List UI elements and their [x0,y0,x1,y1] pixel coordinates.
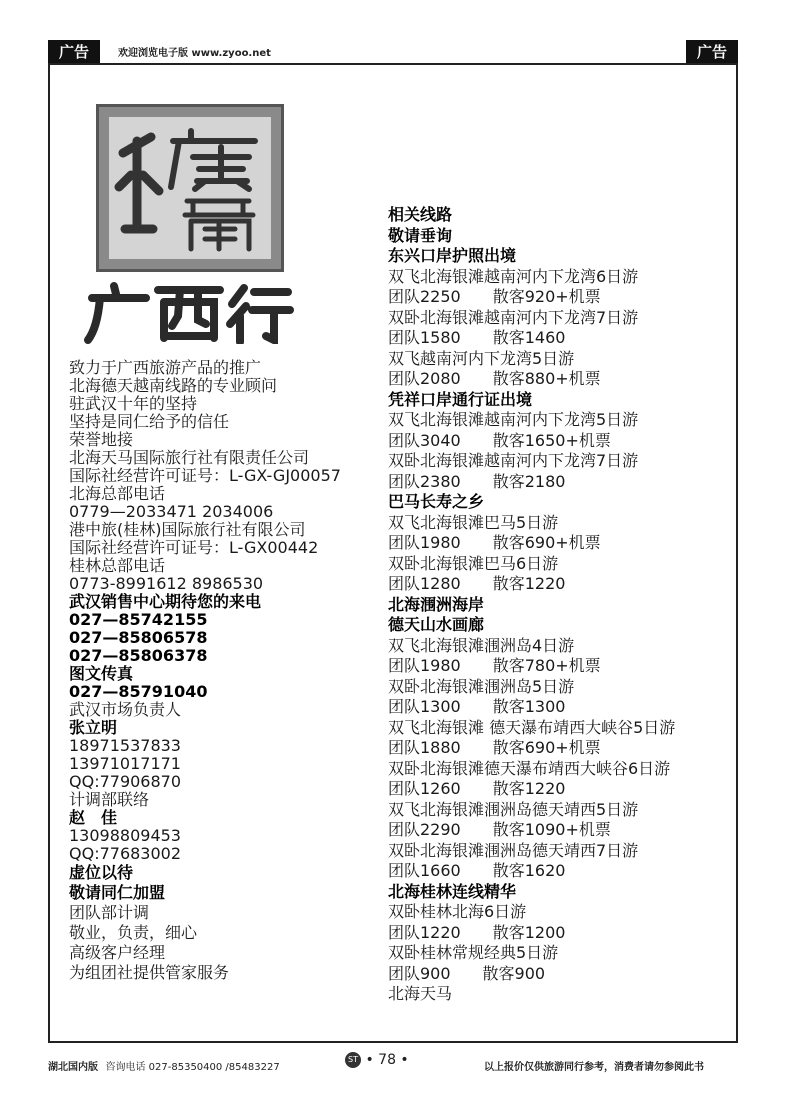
route-line: 双卧北海银滩越南河内下龙湾7日游 [388,307,639,327]
contact-line: 027—85806378 [69,646,208,665]
route-line: 北海天马 [388,984,453,1003]
route-line: 双飞北海银滩涠洲岛4日游 [388,635,575,655]
contact-line: QQ:77683002 [69,844,182,863]
contact-line: 13971017171 [69,754,181,773]
route-line: 团队1220 散客1200 [388,922,566,942]
contact-line: 高级客户经理 [69,943,166,962]
route-line: 双卧北海银滩巴马6日游 [388,553,559,573]
contact-line: 北海德天越南线路的专业顾问 [69,376,278,395]
ad-label-left: 广告 [48,40,100,64]
page-number-area [345,1052,409,1068]
seal-logo-inner [109,117,271,259]
seal-logo [96,104,284,272]
page-number: • 78 • [365,1052,409,1068]
route-line: 巴马长寿之乡 [388,492,485,511]
ad-label-right: 广告 [686,40,738,64]
route-line: 团队1580 散客1460 [388,328,566,347]
contact-line: 敬业，负责，细心 [69,923,198,942]
route-line: 双飞北海银滩 德天瀑布靖西大峡谷5日游 [388,717,676,737]
contact-line: 武汉销售中心期待您的来电 [69,592,262,611]
route-line: 双卧北海银滩涠洲岛5日游 [388,676,575,696]
contact-line: 武汉市场负责人 [69,700,182,719]
footer-left [48,1058,280,1073]
route-line: 团队1280 散客1220 [388,574,566,593]
route-line: 双卧桂林北海6日游 [388,902,527,921]
route-line: 团队1300 散客1300 [388,697,566,716]
route-line: 东兴口岸护照出境 [388,246,517,265]
contact-line: 图文传真 [69,664,134,683]
contact-line: 北海天马国际旅行社有限责任公司 [69,448,310,467]
route-line: 双卧北海银滩越南河内下龙湾7日游 [388,451,639,470]
header-site-text: 欢迎浏览电子版 www.zyoo.net [118,48,271,59]
contact-line: 027—85806578 [69,628,208,647]
contact-line: 0773-8991612 8986530 [69,574,264,593]
route-line: 双卧桂林常规经典5日游 [388,943,559,962]
contact-line: 坚持是同仁给予的信任 [69,412,230,431]
route-line: 双飞北海银滩越南河内下龙湾6日游 [388,266,639,286]
contact-line: 计调部联络 [69,790,150,809]
contact-line: 027—85742155 [69,610,208,629]
route-line: 团队1660 散客1620 [388,861,566,880]
contact-line: 敬请同仁加盟 [69,883,166,902]
route-line: 相关线路 [388,205,453,224]
contact-line: 18971537833 [69,736,181,755]
footer-edition-label: 湖北国内版 [48,1062,98,1073]
route-line: 双卧北海银滩涠洲岛德天靖西7日游 [388,840,639,860]
route-line: 团队1880 散客690+机票 [388,738,601,757]
route-line: 团队2080 散客880+机票 [388,369,601,388]
contact-column [69,359,341,983]
contact-line: 驻武汉十年的坚持 [69,394,198,413]
contact-line: 13098809453 [69,826,181,845]
route-line: 双飞北海银滩越南河内下龙湾5日游 [388,410,639,429]
route-line: 德天山水画廊 [388,615,485,634]
contact-line: 027—85791040 [69,682,208,701]
brand-lettering-logo [84,280,294,344]
contact-line: 为组团社提供管家服务 [69,963,230,982]
contact-line: 团队部计调 [69,903,150,922]
contact-line: QQ:77906870 [69,772,182,791]
route-line: 敬请垂询 [388,225,453,245]
contact-line: 荣誉地接 [69,430,134,449]
route-line: 团队1260 散客1220 [388,779,566,798]
contact-line: 0779—2033471 2034006 [69,502,274,521]
route-line: 双飞越南河内下龙湾5日游 [388,348,575,368]
contact-line: 国际社经营许可证号：L-GX00442 [69,538,319,557]
contact-line: 赵 佳 [69,808,118,827]
contact-line: 北海总部电话 [69,484,166,503]
footer-disclaimer: 以上报价仅供旅游同行参考，消费者请勿参阅此书 [484,1062,704,1073]
route-line: 团队2380 散客2180 [388,471,566,491]
route-line: 北海桂林连线精华 [388,881,517,901]
contact-line: 桂林总部电话 [69,556,166,575]
seal-glyphs-icon [109,117,271,259]
route-line: 团队900 散客900 [388,963,546,983]
routes-column [388,205,675,1005]
contact-line: 国际社经营许可证号：L-GX-GJ00057 [69,466,341,485]
contact-line: 致力于广西旅游产品的推广 [69,358,262,377]
route-line: 团队2290 散客1090+机票 [388,820,611,839]
route-line: 北海涠洲海岸 [388,594,485,614]
route-line: 团队1980 散客780+机票 [388,656,601,675]
route-line: 双飞北海银滩巴马5日游 [388,512,559,532]
route-line: 双卧北海银滩德天瀑布靖西大峡谷6日游 [388,758,671,778]
route-line: 团队2250 散客920+机票 [388,287,601,306]
route-line: 凭祥口岸通行证出境 [388,389,533,409]
contact-line: 港中旅(桂林)国际旅行社有限公司 [69,520,306,539]
route-line: 双飞北海银滩涠洲岛德天靖西5日游 [388,799,639,819]
footer-phone: 咨询电话 027-85350400 /85483227 [105,1062,280,1073]
route-line: 团队1980 散客690+机票 [388,533,601,552]
route-line: 团队3040 散客1650+机票 [388,430,611,450]
contact-line: 虚位以待 [69,863,134,882]
contact-line: 张立明 [69,718,118,737]
publisher-badge-icon: ST [345,1052,361,1068]
